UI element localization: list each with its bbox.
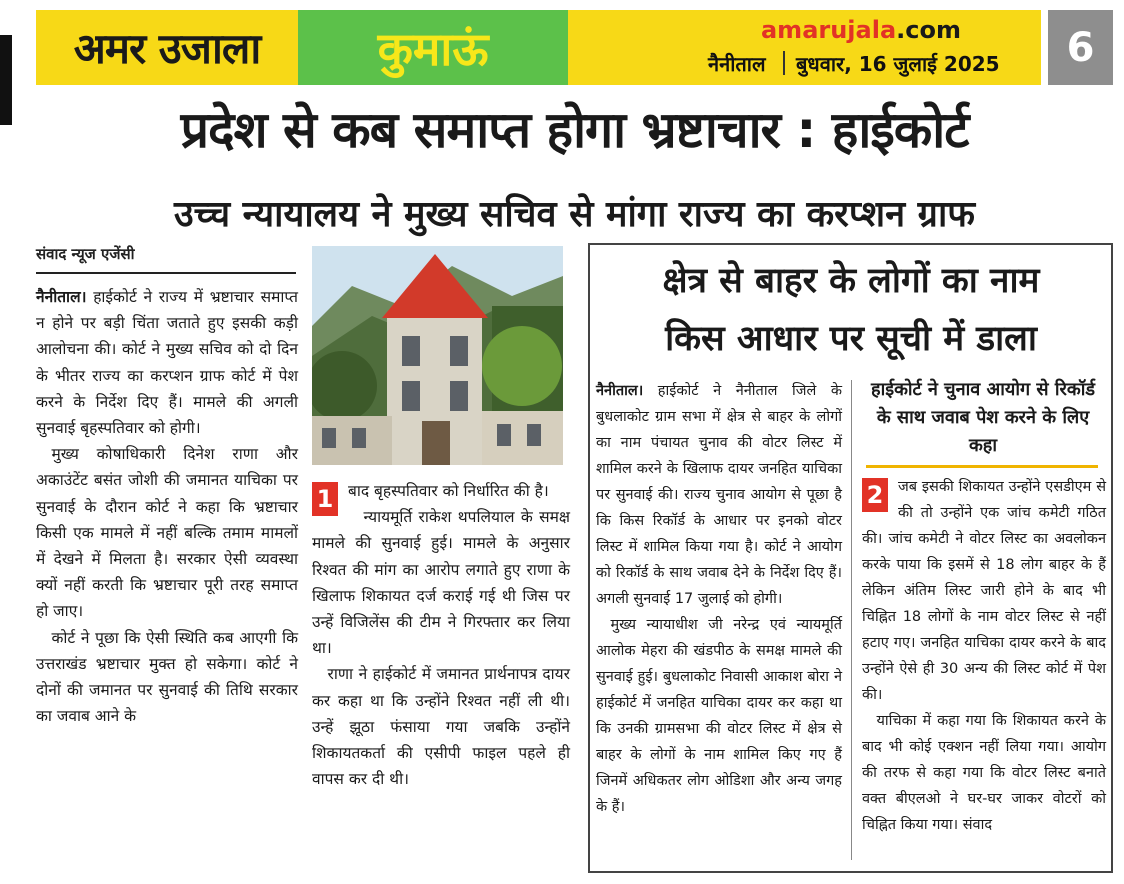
paragraph-text: हाईकोर्ट ने नैनीताल जिले के बुधलाकोट ग्राम सभा में क्षेत्र से बाहर के लोगों का नाम पंचायत चुनाव की वोटर लिस्ट में शामिल करने के खिलाफ दायर जनहित याचिका पर सुनवाई की। राज्य चुनाव आयोग से पूछा है कि किस रिकॉर्ड के आधार पर इनको वोटर लिस्ट में शामिल किया गया है। कोर्ट ने आयोग को रिकॉर्ड के साथ जवाब देने के निर्देश दिए हैं। अगली सुनवाई 17 जुलाई को होगी। — [596, 383, 842, 607]
main-story-column-1 — [36, 284, 298, 729]
masthead — [36, 10, 1113, 85]
main-subheadline: उच्च न्यायालय ने मुख्य सचिव से मांगा राज्य का करप्शन ग्राफ — [173, 194, 976, 235]
article-paragraph: राणा ने हाईकोर्ट में जमानत प्रार्थनापत्र दायर कर कहा था कि उन्होंने रिश्वत नहीं ली थी। उन्हें झूठा फंसाया गया जबकि उन्होंने शिकायतकर्ता की एसीपी फाइल पहले ही वापस कर दी थी। — [312, 665, 570, 789]
article-paragraph: न्यायमूर्ति राकेश थपलियाल के समक्ष मामले की सुनवाई हुई। मामले के अनुसार रिश्वत की मांग का आरोप लगाते हुए राणा के खिलाफ शिकायत दर्ज कराई गई थी जिस पर उन्हें विजिलेंस की टीम ने गिरफ्तार कर लिया था। — [312, 508, 570, 658]
article-paragraph — [36, 284, 298, 441]
byline-divider — [36, 272, 296, 274]
paragraph-text: हाईकोर्ट ने राज्य में भ्रष्टाचार समाप्त न होने पर बड़ी चिंता जताते हुए इसकी कड़ी आलोचना की। कोर्ट ने मुख्य सचिव को दो दिन के भीतर राज्य का करप्शन ग्राफ कोर्ट में पेश करने के निर्देश दिए हैं। मामले की अगली सुनवाई बृहस्पतिवार को होगी। — [36, 288, 298, 438]
article-paragraph: याचिका में कहा गया कि शिकायत करने के बाद भी कोई एक्शन नहीं लिया गया। आयोग की तरफ से कहा गया कि वोटर लिस्ट बनाते वक्त बीएलओ ने घर-घर जाकर वोटरों को चिह्नित किया गया। संवाद — [862, 713, 1106, 833]
headline-line: किस आधार पर सूची में डाला — [665, 319, 1037, 359]
edition-place: नैनीताल — [708, 52, 766, 76]
main-story-column-2 — [312, 478, 570, 792]
second-story-column-2 — [862, 474, 1106, 838]
article-paragraph: मुख्य न्यायाधीश जी नरेन्द्र एवं न्यायमूर्ति आलोक मेहरा की खंडपीठ के समक्ष मामले की सुनवाई हुई। बुधलाकोट निवासी आकाश बोरा ने हाईकोर्ट में जनहित याचिका दायर कर कहा था कि उनकी ग्रामसभा की वोटर लिस्ट में क्षेत्र से बाहर के लोगों के नाम शामिल किए गए हैं जिनमें अधिकतर लोग ओडिशा और अन्य जगह के हैं। — [596, 617, 842, 815]
article-paragraph: मुख्य कोषाधिकारी दिनेश राणा और अकाउंटेंट बसंत जोशी की जमानत याचिका पर सुनवाई के दौरान कोर्ट ने कहा कि भ्रष्टाचार किसी एक मामले में नहीं बल्कि तमाम मामलों में देखने में मिलता है। सरकार ऐसी व्यवस्था क्यों नहीं करती कि भ्रष्टाचार पूरी तरह समाप्त हो जाए। — [36, 445, 298, 621]
article-paragraph: जब इसकी शिकायत उन्होंने एसडीएम से की तो उन्होंने एक जांच कमेटी गठित की। जांच कमेटी ने वोटर लिस्ट का अवलोकन करके पाया कि इसमें से 18 लोग बाहर के हैं लेकिन अंतिम लिस्ट जारी होने के बाद भी चिह्नित 18 लोगों के नाम वोटर लिस्ट से नहीं हटाए गए। जनहित याचिका दायर करने के बाद उन्होंने ऐसे ही 30 अन्य की लिस्ट कोर्ट में पेश की। — [862, 479, 1106, 703]
article-paragraph — [596, 378, 842, 612]
edge-bar — [0, 35, 12, 125]
site-name: amarujala — [760, 16, 897, 44]
newspaper-logo: अमर उजाला — [36, 10, 298, 85]
second-story-column-1 — [596, 378, 842, 820]
edition-date: बुधवार, 16 जुलाई 2025 — [796, 52, 1000, 76]
continuation-badge: 2 — [862, 478, 888, 512]
masthead-divider — [783, 51, 785, 75]
continuation-badge: 1 — [312, 482, 338, 516]
region-label: कुमाऊं — [298, 10, 568, 85]
second-story-subheadline: हाईकोर्ट ने चुनाव आयोग से रिकॉर्ड के साथ जवाब पेश करने के लिए कहा — [871, 379, 1095, 456]
byline: संवाद न्यूज एजेंसी — [36, 245, 135, 263]
article-paragraph: बाद बृहस्पतिवार को निर्धारित की है। — [348, 482, 549, 500]
headline-line: क्षेत्र से बाहर के लोगों का नाम — [662, 261, 1040, 301]
second-story-headline — [600, 252, 1102, 368]
dateline: नैनीताल। — [596, 383, 644, 399]
article-paragraph: कोर्ट ने पूछा कि ऐसी स्थिति कब आएगी कि उत्तराखंड भ्रष्टाचार मुक्त हो सकेगा। कोर्ट ने दोनों की जमानत पर सुनवाई की तिथि सरकार का जवाब आने के — [36, 628, 298, 726]
main-headline: प्रदेश से कब समाप्त होगा भ्रष्टाचार : हाईकोर्ट — [180, 101, 969, 159]
masthead-info — [568, 10, 1041, 85]
column-divider — [851, 380, 852, 860]
page-number: 6 — [1048, 10, 1113, 85]
dateline: नैनीताल। — [36, 288, 87, 306]
building-illustration — [312, 246, 563, 465]
site-suffix: .com — [896, 16, 961, 44]
high-court-photo — [312, 246, 563, 465]
subheadline-underline — [866, 465, 1098, 468]
website-name — [761, 16, 961, 44]
